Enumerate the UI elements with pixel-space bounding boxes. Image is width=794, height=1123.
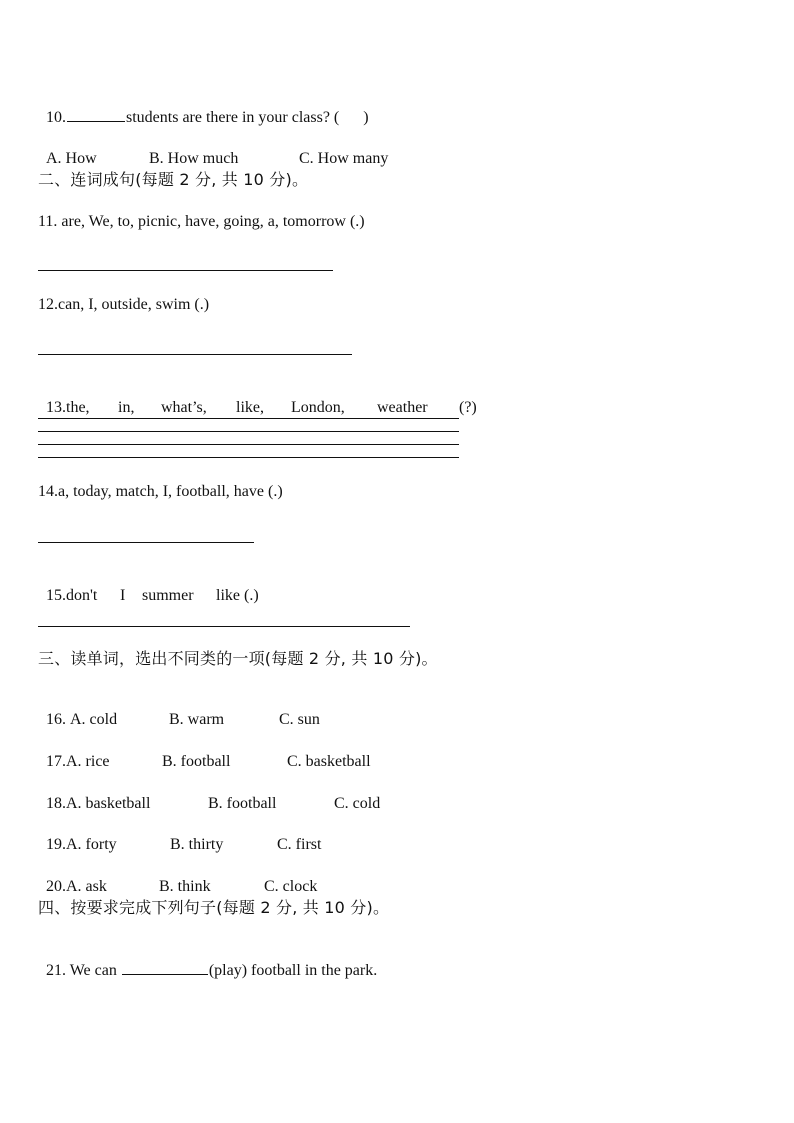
answer-line[interactable] <box>38 542 254 543</box>
answer-line[interactable] <box>38 444 459 445</box>
question-text: (play) football in the park. <box>208 962 378 979</box>
word: London, <box>291 399 345 416</box>
question-14: 14.a, today, match, I, football, have (.) <box>38 483 283 500</box>
question-10 <box>38 87 369 128</box>
word: 15.don't <box>46 587 98 604</box>
option-b: B. football <box>162 753 231 770</box>
question-text: students are there in your class? ( ) <box>126 109 369 126</box>
question-number: 10. <box>46 109 66 126</box>
question-19 <box>38 815 321 855</box>
option-a: A. cold <box>70 711 118 728</box>
answer-line[interactable] <box>38 626 410 627</box>
question-21 <box>38 940 377 981</box>
option-c: C. cold <box>334 795 381 812</box>
question-20 <box>38 857 317 897</box>
question-11: 11. are, We, to, picnic, have, going, a, tomorrow (.) <box>38 213 365 230</box>
option-b: B. How much <box>149 150 239 167</box>
option-a: A. rice <box>66 753 110 770</box>
answer-blank[interactable] <box>67 107 125 122</box>
question-number: 17. <box>46 753 66 770</box>
answer-line[interactable] <box>38 418 459 419</box>
question-number: 20. <box>46 878 66 895</box>
section-heading-3: 三、读单词，选出不同类的一项(每题 2 分, 共 10 分)。 <box>38 649 438 668</box>
answer-line[interactable] <box>38 354 352 355</box>
option-c: C. How many <box>299 150 389 167</box>
answer-line[interactable] <box>38 457 459 458</box>
answer-line[interactable] <box>38 431 459 432</box>
option-c: C. sun <box>279 711 320 728</box>
option-a: A. How <box>46 150 97 167</box>
question-16 <box>38 690 320 730</box>
option-b: B. thirty <box>170 836 224 853</box>
word: summer <box>142 587 194 604</box>
word: weather <box>377 399 428 416</box>
question-18 <box>38 774 380 814</box>
option-c: C. basketball <box>287 753 371 770</box>
question-13 <box>38 378 477 418</box>
question-number: 19. <box>46 836 66 853</box>
question-10-options <box>38 129 388 169</box>
option-c: C. clock <box>264 878 318 895</box>
question-12: 12.can, I, outside, swim (.) <box>38 296 210 313</box>
answer-blank[interactable] <box>122 960 208 975</box>
option-a: A. forty <box>66 836 117 853</box>
section-heading-4: 四、按要求完成下列句子(每题 2 分, 共 10 分)。 <box>38 898 390 917</box>
option-a: A. basketball <box>66 795 151 812</box>
word: like (.) <box>216 587 259 604</box>
question-17 <box>38 732 371 772</box>
option-b: B. football <box>208 795 277 812</box>
word: what’s, <box>161 399 207 416</box>
section-heading-2: 二、连词成句(每题 2 分, 共 10 分)。 <box>38 170 309 189</box>
word: like, <box>236 399 264 416</box>
word: 13.the, <box>46 399 90 416</box>
word: (?) <box>459 399 477 416</box>
word: in, <box>118 399 135 416</box>
option-b: B. think <box>159 878 211 895</box>
question-text: 21. We can <box>46 962 121 979</box>
word: I <box>120 587 126 604</box>
answer-line[interactable] <box>38 270 333 271</box>
question-number: 16. <box>46 711 70 728</box>
option-b: B. warm <box>169 711 225 728</box>
option-c: C. first <box>277 836 322 853</box>
option-a: A. ask <box>66 878 107 895</box>
question-number: 18. <box>46 795 66 812</box>
question-15 <box>38 566 259 606</box>
